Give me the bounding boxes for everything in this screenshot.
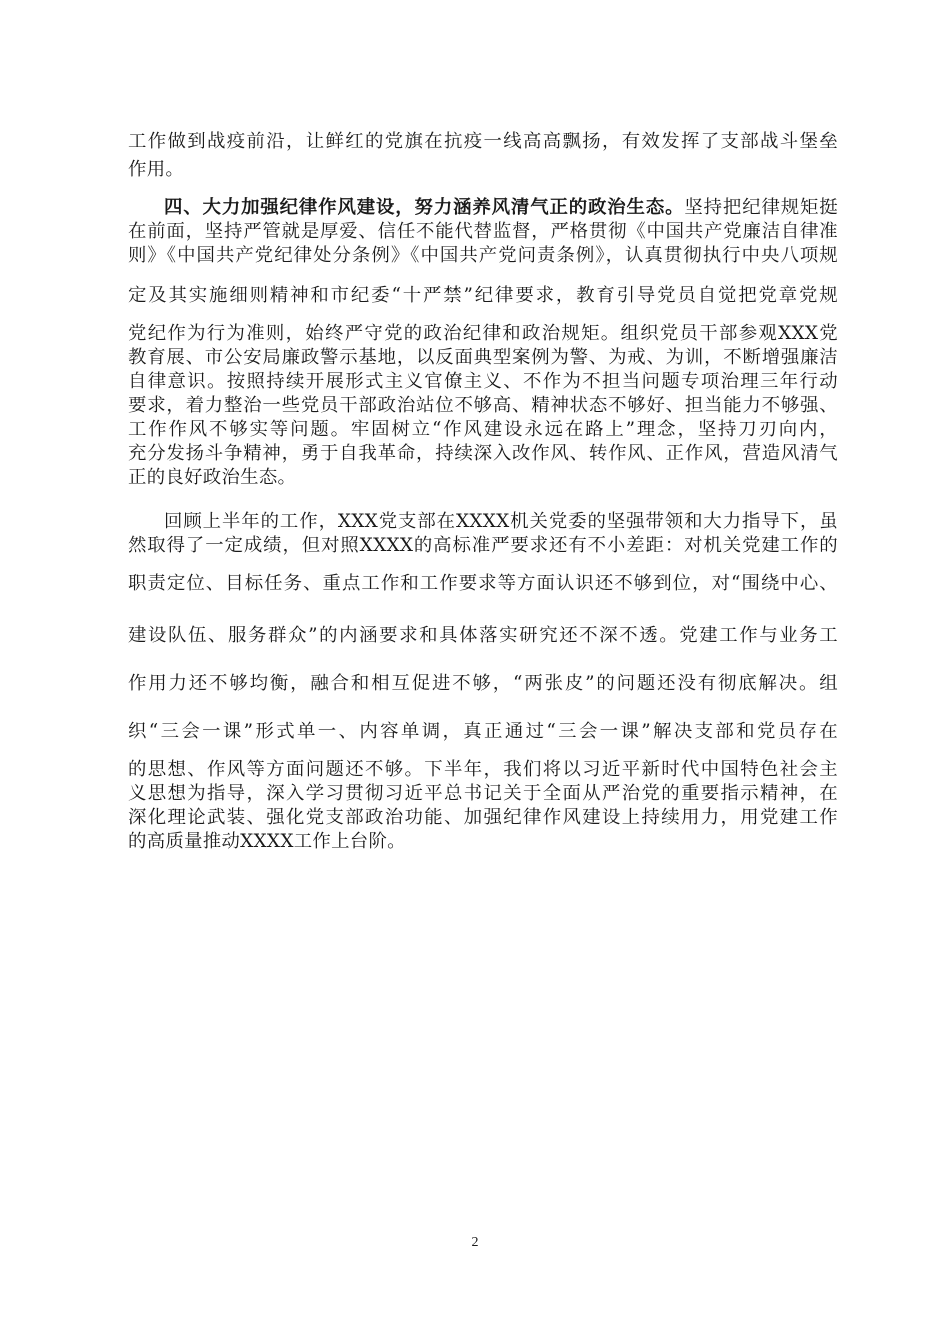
body-line: 作用力还不够均衡，融合和相互促进不够，“两张皮”的问题还没有彻底解决。组 bbox=[128, 673, 838, 694]
body-line: 在前面，坚持严管就是厚爱、信任不能代替监督，严格贯彻《中国共产党廉洁自律准 bbox=[128, 221, 838, 242]
body-line: 教育展、市公安局廉政警示基地，以反面典型案例为警、为戒、为训，不断增强廉洁 bbox=[128, 347, 838, 368]
body-line: 充分发扬斗争精神，勇于自我革命，持续深入改作风、转作风、正作风，营造风清气 bbox=[128, 443, 838, 464]
body-line: 则》《中国共产党纪律处分条例》《中国共产党问责条例》，认真贯彻执行中央八项规 bbox=[128, 245, 838, 266]
section-heading: 四、大力加强纪律作风建设，努力涵养风清气正的政治生态。 bbox=[164, 197, 685, 218]
body-line: 然取得了一定成绩，但对照XXXX的高标准严要求还有不小差距：对机关党建工作的 bbox=[128, 535, 838, 556]
body-line: 织“三会一课”形式单一、内容单调，真正通过“三会一课”解决支部和党员存在 bbox=[128, 721, 838, 742]
body-line: 正的良好政治生态。 bbox=[128, 467, 297, 488]
body-line: 工作做到战疫前沿，让鲜红的党旗在抗疫一线高高飘扬，有效发挥了支部战斗堡垒 bbox=[128, 131, 838, 152]
body-line: 作用。 bbox=[128, 159, 185, 180]
body-line: 的高质量推动XXXX工作上台阶。 bbox=[128, 831, 406, 852]
body-line: 党纪作为行为准则，始终严守党的政治纪律和政治规矩。组织党员干部参观XXX党 bbox=[128, 323, 838, 344]
section-lead-text: 坚持把纪律规矩挺 bbox=[684, 197, 838, 218]
body-line: 的思想、作风等方面问题还不够。下半年，我们将以习近平新时代中国特色社会主 bbox=[128, 759, 838, 780]
body-line: 自律意识。按照持续开展形式主义官僚主义、不作为不担当问题专项治理三年行动 bbox=[128, 371, 838, 392]
body-line: 义思想为指导，深入学习贯彻习近平总书记关于全面从严治党的重要指示精神，在 bbox=[128, 783, 838, 804]
section-four-first-line bbox=[164, 196, 838, 220]
body-line: 回顾上半年的工作，XXX党支部在XXXX机关党委的坚强带领和大力指导下，虽 bbox=[164, 511, 838, 532]
body-line: 工作作风不够实等问题。牢固树立“作风建设永远在路上”理念，坚持刀刃向内， bbox=[128, 419, 838, 440]
body-line: 要求，着力整治一些党员干部政治站位不够高、精神状态不够好、担当能力不够强、 bbox=[128, 395, 838, 416]
body-line: 建设队伍、服务群众”的内涵要求和具体落实研究还不深不透。党建工作与业务工 bbox=[128, 625, 838, 646]
body-line: 定及其实施细则精神和市纪委“十严禁”纪律要求，教育引导党员自觉把党章党规 bbox=[128, 285, 838, 306]
page-number: 2 bbox=[471, 1235, 479, 1250]
body-line: 职责定位、目标任务、重点工作和工作要求等方面认识还不够到位，对“围绕中心、 bbox=[128, 573, 838, 594]
body-line: 深化理论武装、强化党支部政治功能、加强纪律作风建设上持续用力，用党建工作 bbox=[128, 807, 838, 828]
